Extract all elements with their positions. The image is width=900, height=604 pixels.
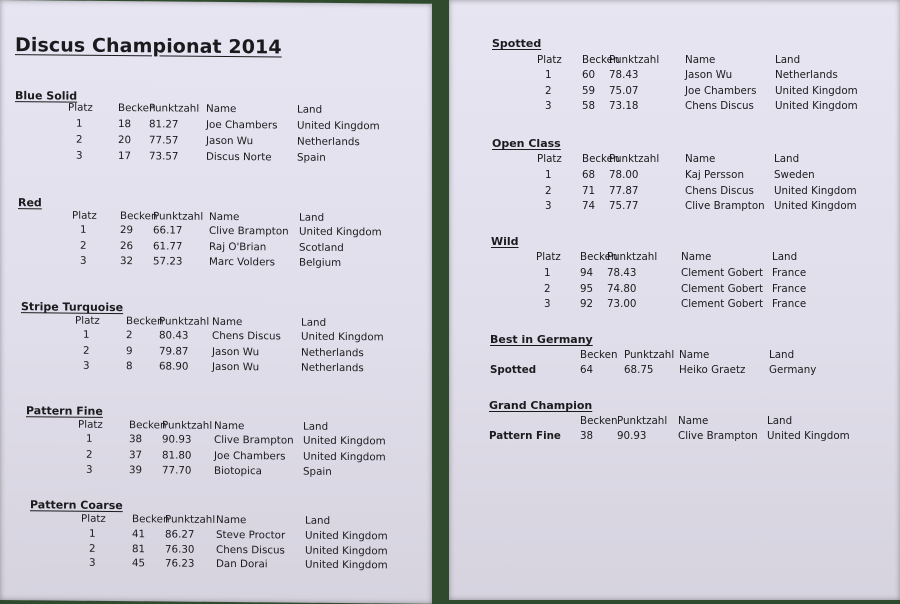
cell-land: Germany (769, 364, 817, 376)
cell-name: Clive Brampton (678, 430, 758, 442)
cell-becken: 18 (118, 118, 132, 131)
cell-platz: 2 (83, 344, 90, 357)
header-land: Land (303, 420, 329, 433)
header-becken: Becken (582, 153, 620, 165)
cell-punktzahl: 74.80 (607, 282, 637, 295)
cell-becken: 39 (129, 464, 143, 477)
cell-becken: 71 (582, 184, 596, 197)
cell-punktzahl: 73.57 (149, 150, 179, 163)
header-platz: Platz (68, 101, 93, 114)
cell-name: Chens Discus (685, 184, 754, 197)
cell-land: United Kingdom (305, 544, 388, 557)
cell-name: Dan Dorai (216, 557, 268, 571)
cell-land: Scotland (299, 241, 344, 254)
cell-name: Jason Wu (685, 69, 733, 81)
cell-name: Joe Chambers (214, 449, 286, 462)
section-title: Best in Germany (490, 333, 593, 346)
cell-platz: 1 (544, 267, 551, 279)
cell-becken: 41 (132, 528, 146, 541)
header-name: Name (685, 54, 716, 66)
header-name: Name (212, 315, 243, 329)
cell-name: Joe Chambers (206, 118, 278, 132)
cell-platz: 2 (544, 282, 551, 295)
header-punktzahl: Punktzahl (162, 419, 213, 432)
cell-land: Spain (303, 465, 332, 478)
section-title: Pattern Coarse (30, 498, 123, 513)
header-punktzahl: Punktzahl (609, 54, 660, 66)
cell-land: Netherlands (297, 135, 360, 149)
cell-platz: Spotted (490, 364, 537, 376)
cell-becken: 20 (118, 134, 132, 147)
cell-land: United Kingdom (305, 529, 388, 543)
cell-platz: 1 (86, 432, 93, 445)
cell-platz: 3 (545, 100, 552, 112)
cell-becken: 59 (582, 84, 596, 97)
cell-platz: 3 (76, 149, 83, 162)
section-title: Stripe Turquoise (21, 300, 124, 315)
cell-platz: 2 (545, 184, 552, 197)
cell-platz: 2 (89, 542, 96, 555)
cell-punktzahl: 75.07 (609, 84, 639, 97)
header-platz: Platz (537, 54, 562, 66)
cell-land: France (772, 267, 807, 279)
cell-punktzahl: 73.18 (609, 100, 639, 112)
cell-punktzahl: 81.27 (149, 118, 179, 131)
cell-land: Belgium (299, 256, 342, 269)
cell-platz: Pattern Fine (489, 430, 561, 442)
cell-becken: 37 (129, 448, 143, 461)
cell-punktzahl: 78.00 (609, 169, 639, 181)
left-paper-sheet (0, 0, 432, 604)
cell-platz: 1 (89, 527, 96, 540)
cell-name: Chens Discus (685, 100, 754, 112)
cell-platz: 3 (86, 463, 93, 476)
cell-name: Clive Brampton (685, 200, 765, 212)
cell-platz: 3 (80, 254, 87, 267)
header-name: Name (214, 419, 245, 433)
header-land: Land (299, 211, 325, 224)
cell-land: United Kingdom (774, 184, 857, 197)
cell-becken: 94 (580, 267, 594, 279)
cell-punktzahl: 61.77 (153, 239, 183, 253)
cell-platz: 2 (80, 239, 87, 252)
cell-punktzahl: 79.87 (159, 344, 189, 358)
cell-becken: 2 (126, 329, 133, 342)
cell-name: Marc Volders (209, 255, 276, 269)
cell-land: United Kingdom (774, 200, 857, 212)
cell-land: Netherlands (301, 346, 364, 359)
header-platz: Platz (72, 209, 97, 222)
cell-platz: 1 (83, 328, 90, 341)
cell-name: Jason Wu (212, 345, 260, 358)
cell-punktzahl: 76.30 (165, 542, 195, 556)
cell-becken: 64 (580, 364, 594, 376)
section-title: Spotted (492, 37, 542, 50)
cell-becken: 45 (132, 557, 146, 570)
header-land: Land (769, 349, 795, 361)
header-punktzahl: Punktzahl (153, 210, 204, 223)
header-becken: Becken (118, 102, 156, 115)
header-land: Land (767, 415, 793, 427)
document-title: Discus Championat 2014 (15, 34, 282, 59)
cell-name: Jason Wu (206, 134, 254, 148)
cell-punktzahl: 57.23 (153, 255, 183, 268)
cell-name: Steve Proctor (216, 528, 286, 542)
cell-name: Clement Gobert (681, 267, 764, 279)
cell-name: Chens Discus (212, 329, 281, 343)
cell-becken: 60 (582, 69, 596, 81)
header-becken: Becken (580, 349, 618, 361)
header-becken: Becken (582, 54, 620, 66)
cell-becken: 74 (582, 200, 596, 212)
cell-land: United Kingdom (305, 558, 388, 572)
header-land: Land (774, 153, 800, 165)
cell-punktzahl: 68.90 (159, 360, 189, 373)
cell-platz: 1 (76, 117, 83, 130)
header-becken: Becken (580, 415, 618, 427)
header-name: Name (216, 513, 247, 527)
cell-becken: 38 (129, 433, 143, 446)
cell-becken: 8 (126, 360, 133, 373)
cell-land: Netherlands (301, 361, 364, 375)
cell-punktzahl: 78.43 (607, 267, 637, 279)
cell-punktzahl: 90.93 (617, 430, 647, 442)
section-title: Grand Champion (489, 399, 593, 412)
header-land: Land (772, 251, 798, 263)
cell-name: Raj O'Brian (209, 240, 267, 253)
header-becken: Becken (126, 315, 164, 328)
cell-land: United Kingdom (767, 430, 850, 442)
cell-punktzahl: 75.77 (609, 200, 639, 212)
cell-becken: 58 (582, 100, 596, 112)
header-land: Land (297, 103, 323, 116)
cell-becken: 26 (120, 239, 134, 252)
right-paper-sheet (449, 0, 900, 600)
header-punktzahl: Punktzahl (609, 153, 660, 165)
cell-platz: 3 (89, 556, 96, 569)
cell-punktzahl: 77.87 (609, 184, 639, 197)
header-platz: Platz (81, 512, 106, 525)
cell-land: United Kingdom (303, 434, 386, 448)
cell-name: Clive Brampton (214, 433, 294, 447)
cell-land: United Kingdom (297, 119, 380, 133)
section-title: Red (18, 196, 42, 210)
cell-name: Heiko Graetz (679, 364, 746, 376)
cell-punktzahl: 76.23 (165, 557, 195, 570)
cell-becken: 95 (580, 282, 594, 295)
cell-platz: 2 (86, 448, 93, 461)
cell-punktzahl: 81.80 (162, 448, 192, 462)
cell-punktzahl: 80.43 (159, 329, 189, 342)
cell-becken: 68 (582, 169, 596, 181)
header-land: Land (305, 514, 331, 527)
cell-land: France (772, 282, 807, 295)
header-becken: Becken (129, 419, 167, 432)
cell-becken: 32 (120, 255, 134, 268)
cell-punktzahl: 77.57 (149, 134, 179, 147)
header-becken: Becken (132, 513, 170, 526)
cell-land: Sweden (774, 169, 815, 181)
cell-land: United Kingdom (299, 225, 382, 239)
cell-land: United Kingdom (301, 330, 384, 344)
header-punktzahl: Punktzahl (165, 513, 216, 526)
cell-name: Chens Discus (216, 543, 285, 556)
cell-name: Jason Wu (212, 360, 260, 374)
cell-becken: 29 (120, 224, 134, 237)
header-name: Name (209, 210, 240, 224)
cell-becken: 81 (132, 542, 146, 555)
cell-punktzahl: 66.17 (153, 224, 183, 237)
cell-land: United Kingdom (775, 84, 858, 97)
cell-platz: 1 (80, 223, 87, 236)
cell-name: Clive Brampton (209, 224, 289, 238)
cell-platz: 2 (76, 133, 83, 146)
cell-platz: 3 (83, 359, 90, 372)
cell-platz: 3 (544, 298, 551, 310)
header-punktzahl: Punktzahl (159, 315, 210, 328)
cell-land: Spain (297, 151, 326, 164)
cell-punktzahl: 78.43 (609, 69, 639, 81)
header-becken: Becken (580, 251, 618, 263)
header-punktzahl: Punktzahl (149, 102, 200, 115)
cell-name: Biotopica (214, 464, 262, 478)
header-platz: Platz (78, 418, 103, 431)
section-title: Blue Solid (15, 89, 78, 103)
section-title: Pattern Fine (26, 404, 103, 418)
header-land: Land (775, 54, 801, 66)
header-name: Name (685, 153, 716, 165)
cell-name: Clement Gobert (681, 282, 764, 295)
header-punktzahl: Punktzahl (624, 349, 675, 361)
cell-name: Kaj Persson (685, 169, 744, 181)
header-platz: Platz (536, 251, 561, 263)
cell-becken: 17 (118, 150, 132, 163)
cell-becken: 9 (126, 344, 133, 357)
header-name: Name (681, 251, 712, 263)
cell-punktzahl: 77.70 (162, 464, 192, 477)
cell-punktzahl: 68.75 (624, 364, 654, 376)
cell-platz: 1 (545, 69, 552, 81)
header-platz: Platz (537, 153, 562, 165)
cell-name: Joe Chambers (685, 84, 757, 97)
header-becken: Becken (120, 210, 158, 223)
header-land: Land (301, 316, 327, 329)
header-name: Name (678, 415, 709, 427)
cell-land: Netherlands (775, 69, 838, 81)
cell-becken: 38 (580, 430, 594, 442)
cell-platz: 3 (545, 200, 552, 212)
cell-name: Clement Gobert (681, 298, 764, 310)
header-name: Name (679, 349, 710, 361)
section-title: Open Class (492, 137, 561, 150)
cell-land: France (772, 298, 807, 310)
cell-land: United Kingdom (775, 100, 858, 112)
cell-punktzahl: 73.00 (607, 298, 637, 310)
cell-punktzahl: 90.93 (162, 433, 192, 446)
cell-land: United Kingdom (303, 450, 386, 463)
cell-punktzahl: 86.27 (165, 528, 195, 541)
header-name: Name (206, 102, 237, 116)
header-punktzahl: Punktzahl (607, 251, 658, 263)
header-platz: Platz (75, 314, 100, 327)
header-punktzahl: Punktzahl (617, 415, 668, 427)
cell-becken: 92 (580, 298, 594, 310)
section-title: Wild (491, 235, 519, 248)
cell-platz: 2 (545, 84, 552, 97)
cell-platz: 1 (545, 169, 552, 181)
cell-name: Discus Norte (206, 150, 272, 164)
